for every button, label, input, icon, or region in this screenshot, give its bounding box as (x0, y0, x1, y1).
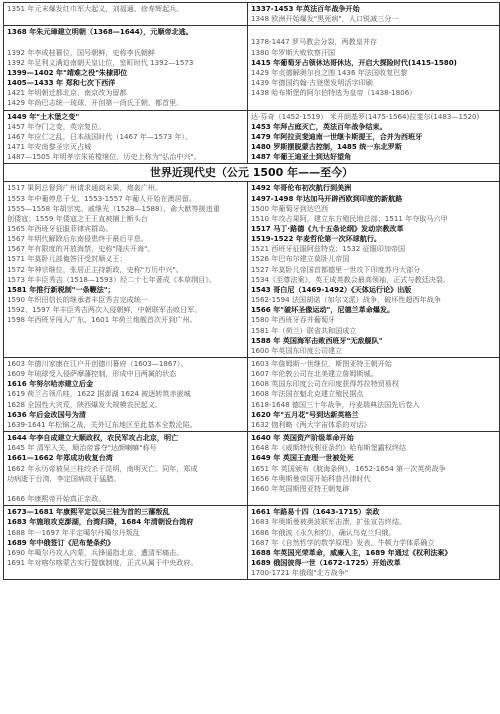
timeline-entry: 1526 年巴布尔建立莫卧儿帝国 (251, 254, 350, 264)
timeline-entry: 1639-1641 年松锦之战，关外辽东地区至此基本全数沦陷。 (7, 419, 197, 429)
timeline-entry: 达·芬奇（1452-1519） 米开朗基罗(1475-1564)拉斐尔(1483—1520) (251, 111, 480, 121)
timeline-entry (7, 484, 244, 494)
timeline-entry: 1686 年俄波《永久和约》，确认乌克兰归俄。 (251, 527, 396, 537)
china-east-asia-column-cell (4, 182, 248, 358)
timeline-entry: 1492 年哥伦布初次航行到美洲 (251, 183, 352, 193)
history-timeline-table (3, 2, 500, 580)
timeline-entry: 1480 罗斯摆脱蒙古控制，1485 统一东北罗斯 (251, 142, 402, 152)
timeline-entry: 1640 年 英国资产阶级革命开始 (251, 433, 354, 443)
timeline-entry: 1479 年阿拉贡斐迪南一世继卡斯提王，合并为西班牙 (251, 131, 423, 141)
timeline-entry: 1666 年康熙帝开始真正亲政。 (7, 494, 106, 504)
china-east-asia-column-cell (4, 26, 248, 110)
timeline-entry: 1519-1522 年麦哲伦第一次环球航行。 (251, 234, 382, 244)
timeline-entry: 1368 年朱元璋建立明朝（1368—1644），元顺帝北逃。 (7, 27, 193, 37)
timeline-entry: 1449 年"土木堡之变" (7, 111, 80, 121)
timeline-entry (251, 27, 496, 37)
timeline-row (4, 358, 500, 432)
timeline-entry: 1691 年对喀尔喀蒙古实行盟旗制度，正式从属于中央政府。 (7, 557, 198, 567)
china-east-asia-column-cell (4, 358, 248, 432)
world-column-cell (248, 26, 500, 110)
timeline-entry: 1649 年 英国王查理一世被处死 (251, 453, 354, 463)
timeline-entry: 1471 年安南黎圣宗灭占城 (7, 142, 92, 152)
timeline-entry: 1566 年"破坏圣像运动"，尼德兰革命爆发。 (251, 305, 395, 315)
timeline-entry: 1351 年元末爆发红巾军大起义，刘福通、徐寿辉起兵。 (7, 4, 184, 13)
china-east-asia-column-cell (4, 110, 248, 164)
timeline-entry: 1632 伽利略《两大宇宙体系的对话》 (251, 419, 371, 429)
timeline-entry: 1565 年西班牙征服菲律宾群岛。 (7, 223, 113, 233)
timeline-entry: 1405—1433 年 郑和七次下西洋 (7, 78, 116, 88)
timeline-entry: 1453 年拜占庭灭亡，英法百年战争结束。 (251, 121, 387, 131)
timeline-entry: 1648 年《威斯特伐利亚条约》哈布斯堡霸权终结 (251, 443, 407, 453)
timeline-entry: 1543 哥白尼（1469-1492）《天体运行论》出版 (251, 284, 412, 294)
timeline-entry: 1600 年英国东印度公司建立 (251, 345, 343, 355)
timeline-entry: 1651 年 英国颁布《航海条例》，1652-1654 第一次英荷战争 (251, 463, 446, 473)
timeline-entry: 1608 英国东印度公司在印度获得苏拉特贸易权 (251, 379, 399, 389)
world-column-cell (248, 358, 500, 432)
timeline-entry: 1608 年法国在魁北克建立殖民据点 (251, 389, 364, 399)
timeline-entry: 1571 年莫卧儿部俺答汗受封顺义王； (7, 254, 127, 264)
timeline-entry: 1590 年织田信长的继承者丰臣秀吉完成统一 (7, 295, 148, 305)
timeline-row (4, 26, 500, 110)
timeline-entry: 1521 西班牙征服阿兹特克；1532 征服印加帝国 (251, 244, 406, 254)
timeline-entry: 1592、1597 年丰臣秀吉两次入侵朝鲜，中朝联军击败日军。 (7, 305, 202, 315)
world-column-cell (248, 432, 500, 506)
timeline-entry: 1567 年明代解除后东南侵患终于最后平息。 (7, 234, 148, 244)
timeline-entry: 1439 年德国约翰·古登堡发明活字印刷 (251, 78, 373, 88)
timeline-entry: 1500 年葡萄牙到达巴西 (251, 203, 329, 213)
china-east-asia-column-cell (4, 506, 248, 580)
timeline-entry: 1618-1648 德国三十年战争，丹麦瑞典法国先后卷入 (251, 399, 420, 409)
china-east-asia-column-cell (4, 3, 248, 26)
timeline-entry: 1510 年攻占果阿，建立东方殖民地总部；1511 年夺取马六甲 (251, 213, 448, 223)
timeline-entry: 1607 年伦敦公司在北美建立詹姆斯城。 (251, 369, 378, 379)
timeline-entry: 1616 年努尔哈赤建立后金 (7, 379, 94, 389)
timeline-entry: 1348 欧洲开始爆发"黑死病"，人口锐减三分一 (251, 14, 399, 24)
timeline-row (4, 110, 500, 164)
timeline-entry: 1392 年李成桂篡位，国号朝鲜，史称李氏朝鲜 (7, 47, 155, 57)
timeline-entry: 1399—1402 年"靖难之役"朱棣即位 (7, 67, 128, 77)
timeline-entry: 创倭寇；1559 年倭寇之王王直被捕上断头台 (7, 213, 148, 223)
timeline-entry: 1573 年丰臣秀吉（1518—1593）经二十七年著成《本草纲目》。 (7, 274, 216, 284)
timeline-entry: 1429 年尚巴志统一琉球，开创第一尚氏王朝，都首里。 (7, 98, 184, 108)
timeline-entry: 1581 年（荷兰）联省共和国成立 (251, 325, 357, 335)
timeline-entry: 1553 年中葡停息干戈，1553-1557 年葡人开始在澳居留。 (7, 193, 196, 203)
timeline-entry: 1656 年奥斯曼帝国开始科普吕律时代 (251, 473, 371, 483)
timeline-entry: 1644 年李自成建立大顺政权，农民军攻占北京，明亡 (7, 433, 179, 443)
timeline-entry: 1438 哈布斯堡的阿尔伯特选为皇帝（1438-1806） (251, 88, 417, 98)
timeline-row (4, 432, 500, 506)
timeline-entry: 1687 年《自然哲学的数学原理》发表，牛顿力学体系确立 (251, 537, 435, 547)
timeline-entry: 1628 全国性大灾荒，陕西爆发大规模农民起义。 (7, 399, 163, 409)
timeline-entry: 1689 俄国彼得一世（1672-1725）开始改革 (251, 557, 401, 567)
world-column-cell (248, 506, 500, 580)
timeline-entry: 1527 年莫卧儿帝国首都德里一世攻下印度苏丹大部分 (251, 264, 421, 274)
timeline-entry: 功病逝于台湾，李定国病故于猛腊。 (7, 473, 121, 483)
timeline-entry: 1580 年西班牙吞并葡萄牙 (251, 315, 336, 325)
timeline-entry: 1534《至尊法案》，英王成英教会最高领袖，正式与教廷决裂。 (251, 274, 450, 284)
timeline-entry: 1662 年永历帝被吴三桂绞杀于昆明，南明灭亡。同年，郑成 (7, 463, 198, 473)
section-heading-row (4, 164, 500, 182)
timeline-entry: 1378-1447 罗马教会分裂，两教皇并存 (251, 37, 378, 47)
timeline-row (4, 182, 500, 358)
timeline-entry: 1457 年夺门之变，英宗复位。 (7, 121, 106, 131)
timeline-entry: 1380 年罗斯大败钦察汗国 (251, 47, 336, 57)
timeline-entry: 1661—1662 年郑成功收复台湾 (7, 453, 113, 463)
china-east-asia-column-cell (4, 432, 248, 506)
timeline-entry: 1689 年中俄签订《尼布楚条约》 (7, 537, 115, 547)
timeline-entry: 1517 马丁·路德《九十五条论纲》发动宗教改革 (251, 223, 404, 233)
timeline-entry: 1567 年有限度的开放海禁，史称"隆庆开海"。 (7, 244, 155, 254)
timeline-entry: 1636 年后金改国号为清 (7, 409, 86, 419)
timeline-entry: 1673—1681 年康熙平定以吴三桂为首的三藩叛乱 (7, 507, 170, 517)
section-heading: 世界近现代史（公元 1500 年——至今） (4, 164, 500, 182)
timeline-entry: 1421 年明朝迁都北京，南京改为留都 (7, 88, 127, 98)
timeline-entry: 1620 年"五月花"号到达新英格兰 (251, 409, 359, 419)
timeline-row (4, 3, 500, 26)
timeline-entry: 1660 年英国斯图亚特王朝复辟 (251, 483, 350, 493)
timeline-entry: 1603 年德川家康在江户开创德川幕府（1603—1867）。 (7, 359, 188, 368)
timeline-entry: 1555—1558 年胡宗宪、戚继光（1528—1588）、俞大猷等援违重 (7, 203, 220, 213)
timeline-entry: 1645 年 清军入关，顺治帝睿夺"达颜喇嘛"称号 (7, 443, 157, 453)
timeline-entry (7, 37, 244, 47)
timeline-entry: 1619 荷兰占领爪哇，1622 据澎湖 1624 被逐转筑赤嵌城 (7, 389, 191, 399)
timeline-entry: 1497-1498 年达加马开辟西欧到印度的新航路 (251, 193, 403, 203)
timeline-row (4, 506, 500, 580)
timeline-entry: 1688 年一1697 年平定噶尔丹噶尔丹叛乱 (7, 527, 140, 537)
timeline-entry: 1661 年路易十四（1643-1715）亲政 (251, 507, 380, 517)
world-column-cell (248, 182, 500, 358)
timeline-entry: 1562-1594 法国胡诺（加尔文派）战争，破坏性超西年战争 (251, 295, 441, 305)
timeline-entry: 1683 年奥斯曼被奥波联军击溃，扩张宣告终结。 (251, 517, 407, 527)
timeline-entry: 1609 年琉球受入侵萨摩藩控制，形成中日两属的状态 (7, 369, 177, 379)
timeline-entry: 1429 年贞德解奥尔良之围 1436 年法国收复巴黎 (251, 67, 408, 77)
timeline-entry: 1598 年西班牙闯入广东，1601 年荷兰炮舰首次开到广州。 (7, 315, 197, 325)
timeline-entry: 1688 年英国光荣革命，威廉入主，1689 年通过《权利法案》 (251, 547, 452, 557)
timeline-entry: 1337-1453 年英法百年战争开始 (251, 4, 360, 13)
timeline-entry: 1487 年葡王迪亚士到达好望角 (251, 152, 352, 162)
timeline-entry: 1588 年 英国海军击败西班牙"无敌舰队" (251, 335, 383, 345)
timeline-entry: 1581 年推行新税制"一条鞭法"； (7, 284, 115, 294)
timeline-entry: 1415 年葡萄牙占领休达哥休达，开启大探险时代(1415-1580) (251, 57, 457, 67)
world-column-cell (248, 110, 500, 164)
timeline-entry: 1467 年应仁之乱，日本战国时代（1467 年—1573 年）。 (7, 131, 193, 141)
timeline-entry: 1517 果阿总督到广州请求通商未果，炮轰广州。 (7, 183, 163, 193)
timeline-entry: 1690 年噶尔丹攻入内蒙，兵锋逼指北京，遭清军痛击。 (7, 547, 184, 557)
world-column-cell (248, 3, 500, 26)
timeline-entry: 1683 年施琅攻克澎湖，台湾归降，1684 年清朝设台湾府 (7, 517, 194, 527)
timeline-entry: 1572 年神宗继位，张居正主持新政，史称"万历中兴"。 (7, 264, 183, 274)
timeline-entry: 1603 年詹姆斯一世继位，斯图亚特王朝开始 (251, 359, 392, 368)
timeline-entry: 1487—1505 年明孝宗朱祐樘继位，历史上称为"弘治中兴"。 (7, 152, 201, 162)
timeline-entry: 1700-1721 年俄瑞"北方战争" (251, 568, 349, 578)
timeline-entry: 1392 年足利义满迫南朝天皇让位，室町时代 1392—1573 (7, 57, 194, 67)
